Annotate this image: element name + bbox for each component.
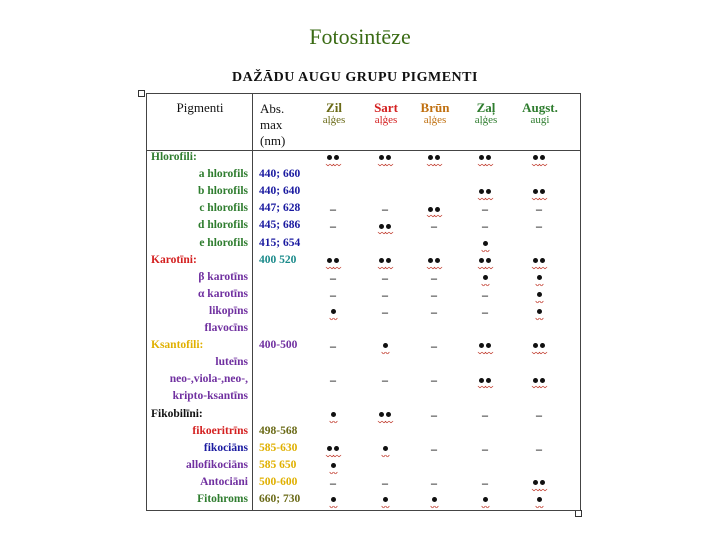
presence-mark: – (382, 202, 388, 217)
corner-marker-bottom (575, 510, 582, 517)
header-group-3: Zaļ aļģes (474, 100, 498, 126)
presence-mark: – (330, 475, 336, 490)
presence-mark: 〰〰 (362, 256, 408, 272)
presence-mark: – (431, 373, 437, 388)
presence-mark: 〰〰 (310, 444, 356, 460)
row-pigment-name: β karotīns (198, 270, 248, 283)
row-pigment-name: Antociāni (200, 475, 248, 488)
presence-mark: 〰 (462, 495, 508, 511)
presence-mark: 〰 (462, 273, 508, 289)
row-pigment-name: e hlorofils (199, 236, 248, 249)
row-abs-value: 440; 640 (259, 185, 301, 198)
presence-mark: – (431, 219, 437, 234)
table-border-left (146, 93, 147, 510)
presence-mark: – (330, 202, 336, 217)
presence-mark: – (482, 407, 488, 422)
presence-mark: – (431, 441, 437, 456)
presence-mark: – (330, 339, 336, 354)
presence-mark: 〰〰 (516, 478, 562, 494)
row-pigment-name: luteīns (215, 356, 248, 369)
table-header-divider (146, 150, 580, 151)
presence-mark: – (482, 441, 488, 456)
presence-mark: – (431, 287, 437, 302)
presence-mark: 〰 (310, 307, 356, 323)
presence-mark: 〰〰 (516, 153, 562, 169)
row-abs-value: 440; 660 (259, 168, 301, 181)
presence-mark: 〰 (462, 239, 508, 255)
table-title: DAŽĀDU AUGU GRUPU PIGMENTI (232, 70, 478, 85)
pigment-table (146, 93, 580, 510)
presence-mark: – (482, 475, 488, 490)
presence-mark: – (382, 270, 388, 285)
presence-mark: 〰〰 (310, 153, 356, 169)
presence-mark: – (330, 373, 336, 388)
presence-mark: 〰 (362, 341, 408, 357)
presence-mark: – (536, 407, 542, 422)
presence-mark: 〰 (516, 290, 562, 306)
presence-mark: 〰 (310, 495, 356, 511)
row-pigment-name: Karotīni: (151, 253, 197, 266)
presence-mark: 〰〰 (516, 187, 562, 203)
presence-mark: – (382, 304, 388, 319)
row-abs-value: 445; 686 (259, 219, 301, 232)
row-pigment-name: d hlorofils (198, 219, 248, 232)
presence-mark: 〰〰 (516, 341, 562, 357)
row-pigment-name: allofikociāns (186, 458, 248, 471)
header-group-1: Sart aļģes (374, 100, 398, 126)
row-abs-value: 400-500 (259, 339, 298, 352)
presence-mark: – (330, 219, 336, 234)
header-pigments: Pigmenti (176, 100, 224, 115)
row-abs-value: 585 650 (259, 458, 297, 471)
row-pigment-name: fikociāns (203, 441, 248, 454)
row-abs-value: 400 520 (259, 253, 297, 266)
presence-mark: – (330, 270, 336, 285)
presence-mark: 〰 (362, 444, 408, 460)
row-abs-value: 415; 654 (259, 236, 301, 249)
presence-mark: 〰 (411, 495, 457, 511)
presence-mark: 〰〰 (362, 153, 408, 169)
presence-mark: 〰 (516, 307, 562, 323)
header-group-4: Augst. augi (522, 100, 558, 126)
row-pigment-name: Fikobilīni: (151, 407, 203, 420)
presence-mark: – (382, 373, 388, 388)
slide-title: Fotosintēze (309, 24, 411, 49)
row-pigment-name: Fitohroms (197, 493, 248, 505)
presence-mark: 〰〰 (462, 187, 508, 203)
presence-mark: 〰 (310, 410, 356, 426)
row-abs-value: 498-568 (259, 424, 298, 437)
presence-mark: – (482, 287, 488, 302)
presence-mark: 〰 (516, 273, 562, 289)
row-pigment-name: fikoeritrīns (192, 424, 248, 437)
row-pigment-name: b hlorofils (198, 185, 248, 198)
presence-mark: – (431, 304, 437, 319)
presence-mark: 〰〰 (462, 375, 508, 391)
presence-mark: 〰〰 (362, 221, 408, 237)
presence-mark: – (536, 441, 542, 456)
row-pigment-name: Ksantofili: (151, 339, 204, 352)
row-abs-value: 447; 628 (259, 202, 301, 215)
row-pigment-name: flavocīns (204, 322, 248, 334)
header-group-0: Zil aļģes (322, 100, 346, 126)
header-abs: Abs. max (nm) (260, 101, 286, 148)
row-pigment-name: neo-,viola-,neo-, (169, 373, 248, 386)
table-border-top (146, 93, 580, 94)
presence-mark: – (431, 475, 437, 490)
presence-mark: – (382, 287, 388, 302)
row-abs-value: 660; 730 (259, 493, 301, 505)
presence-mark: 〰 (362, 495, 408, 511)
presence-mark: 〰〰 (411, 153, 457, 169)
presence-mark: – (431, 270, 437, 285)
presence-mark: – (431, 407, 437, 422)
presence-mark: 〰 (516, 495, 562, 511)
presence-mark: 〰〰 (462, 256, 508, 272)
presence-mark: 〰〰 (516, 256, 562, 272)
presence-mark: – (482, 219, 488, 234)
header-group-2: Brūn aļģes (420, 100, 450, 126)
corner-marker-top (138, 90, 145, 97)
presence-mark: – (431, 339, 437, 354)
row-pigment-name: likopīns (209, 304, 248, 317)
presence-mark: 〰〰 (411, 204, 457, 220)
presence-mark: – (330, 287, 336, 302)
row-pigment-name: Hlorofili: (151, 151, 197, 163)
presence-mark: 〰〰 (411, 256, 457, 272)
row-abs-value: 585-630 (259, 441, 298, 454)
table-border-right (580, 93, 581, 510)
presence-mark: – (482, 304, 488, 319)
row-pigment-name: c hlorofils (199, 202, 248, 215)
row-abs-value: 500-600 (259, 475, 298, 488)
presence-mark: – (482, 202, 488, 217)
row-pigment-name: a hlorofils (198, 168, 248, 181)
row-pigment-name: α karotīns (198, 287, 248, 300)
presence-mark: 〰〰 (362, 410, 408, 426)
presence-mark: 〰〰 (516, 375, 562, 391)
presence-mark: – (536, 202, 542, 217)
presence-mark: 〰 (310, 461, 356, 477)
row-pigment-name: kripto-ksantīns (172, 390, 248, 403)
presence-mark: – (382, 475, 388, 490)
presence-mark: 〰〰 (462, 341, 508, 357)
presence-mark: 〰〰 (310, 256, 356, 272)
presence-mark: 〰〰 (462, 153, 508, 169)
table-divider-pigments (252, 93, 253, 510)
presence-mark: – (536, 219, 542, 234)
